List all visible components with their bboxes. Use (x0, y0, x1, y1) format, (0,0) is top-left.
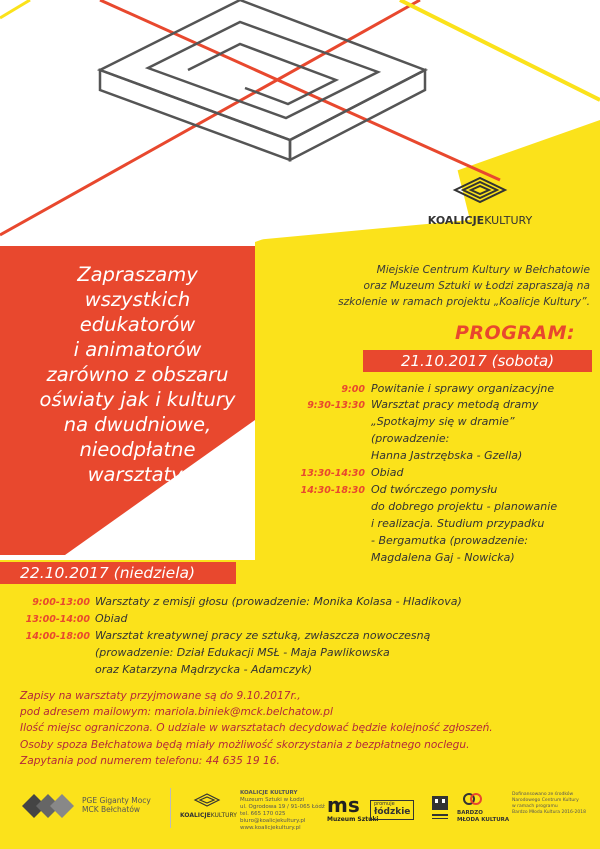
invitation-line: oświaty jak i kultury (39, 388, 236, 411)
day1-schedule (265, 381, 595, 571)
invitation-line: warsztaty. (87, 463, 188, 486)
bmk-text (457, 810, 509, 824)
note-line: Zapytania pod numerem telefonu: 44 635 19 16. (20, 754, 280, 767)
note-line: Zapisy na warsztaty przyjmowane są do 9.10.2017r., (20, 690, 301, 702)
pge-line: PGE Giganty Mocy (82, 796, 151, 805)
registration-notes (20, 688, 493, 769)
day2-label: 22.10.2017 (niedziela) (20, 564, 196, 582)
activity: (prowadzenie: (371, 432, 450, 445)
footer-divider (170, 788, 171, 828)
diagonal-red-line (100, 0, 500, 180)
diagonal-yellow-line-2 (400, 0, 600, 100)
time-label: 9:00 (341, 384, 365, 395)
fund-text (512, 792, 586, 816)
activity: Magdalena Gaj - Nowicka) (371, 551, 515, 564)
activity: Obiad (95, 612, 128, 625)
activity: Warsztat pracy metodą dramy (371, 398, 539, 411)
activity: oraz Katarzyna Mądrzycka - Adamczyk) (95, 663, 312, 676)
day1-label: 21.10.2017 (sobota) (400, 352, 555, 370)
note-line: Ilość miejsc ograniczona. O udziale w warsztatach decydować będzie kolejność zgłoszeń. (20, 722, 493, 735)
time-label: 13:00-14:00 (25, 614, 90, 625)
invitation-line: nieodpłatne (79, 438, 196, 461)
activity: Warsztaty z emisji głosu (prowadzenie: Monika Kolasa - Hladikova) (95, 595, 462, 608)
program-title: PROGRAM: (455, 322, 576, 344)
koalicje-contact (240, 790, 325, 832)
activity: Powitanie i sprawy organizacyjne (371, 382, 555, 395)
activity: (prowadzenie: Dział Edukacji MSŁ - Maja Pawlikowska (95, 646, 390, 659)
contact-line: ul. Ogrodowa 19 / 91-065 Łódź (240, 804, 325, 810)
time-label: 14:30-18:30 (300, 485, 365, 496)
activity: Obiad (371, 466, 404, 479)
koalicje-small-icon (192, 790, 222, 810)
invitation-line: Zapraszamy (77, 263, 198, 286)
koalicje-small-light: KULTURY (210, 812, 237, 819)
bmk-icon (462, 790, 482, 808)
contact-line: www.koalicjekultury.pl (240, 825, 301, 831)
contact-line: KOALICJE KULTURY (240, 790, 298, 796)
day1-bar (363, 350, 592, 372)
time-label: 13:30-14:30 (300, 468, 365, 479)
activity: do dobrego projektu - planowanie (371, 500, 558, 513)
bmk-line: BARDZO (457, 810, 483, 816)
intro-line: Miejskie Centrum Kultury w Bełchatowie (376, 264, 590, 276)
activity: Hanna Jastrzębska - Gzella) (371, 449, 523, 462)
activity: - Bergamutka (prowadzenie: (371, 534, 528, 547)
contact-line: Muzeum Sztuki w Łodzi (240, 797, 305, 803)
fund-line: w ramach programu (512, 804, 558, 809)
time-label: 9:30-13:30 (307, 400, 365, 411)
diagonal-yellow-line (0, 0, 30, 18)
intro-line: szkolenie w ramach projektu „Koalicje Kultury”. (338, 296, 590, 308)
lodzkie-text: łódzkie (374, 807, 411, 817)
day2-schedule (0, 594, 600, 684)
note-line: pod adresem mailowym: mariola.biniek@mck.belchatow.pl (20, 706, 333, 719)
invitation-line: zarówno z obszaru (46, 363, 229, 386)
fund-line: Bardzo Młoda Kultura 2016-2018 (512, 810, 586, 815)
logo-bold: KOALICJE (427, 214, 485, 227)
logo-light: KULTURY (484, 214, 533, 227)
bmk-line: MŁODA KULTURA (457, 817, 510, 823)
invitation-line: edukatorów (79, 313, 196, 336)
intro-line: oraz Muzeum Sztuki w Łodzi zapraszają na (363, 280, 590, 292)
time-label: 9:00-13:00 (32, 597, 90, 608)
pge-text (82, 796, 151, 814)
fund-line: Narodowego Centrum Kultury (512, 798, 579, 803)
lodzkie-logo (370, 800, 414, 820)
activity: Warsztat kreatywnej pracy ze sztuką, zwłaszcza nowoczesną (95, 629, 431, 642)
invitation-line: na dwudniowe, (63, 413, 212, 436)
time-label: 14:00-18:00 (25, 631, 90, 642)
ms-sub: Muzeum Sztuki (327, 816, 379, 823)
koalicje-logo-icon (415, 170, 545, 212)
invitation-text (20, 262, 255, 487)
activity: „Spotkajmy się w dramie” (371, 415, 515, 428)
intro-text (308, 262, 590, 310)
footer (0, 780, 600, 840)
activity: Od twórczego pomysłu (371, 483, 498, 496)
ms-logo: ms (327, 793, 360, 817)
crest-icon (430, 794, 450, 822)
invitation-line: wszystkich (84, 288, 191, 311)
koalicje-small-text (180, 812, 237, 819)
lodzkie-top: promuje (374, 801, 395, 807)
contact-line: biuro@koalicjekultury.pl (240, 818, 306, 824)
day2-bar (0, 562, 236, 584)
pge-logo-icon (22, 788, 74, 824)
note-line: Osoby spoza Bełchatowa będą miały możliwość skorzystania z bezpłatnego noclegu. (20, 738, 470, 751)
pge-line: MCK Bełchatów (82, 805, 141, 814)
contact-line: tel. 665 170 025 (240, 811, 286, 817)
koalicje-small-bold: KOALICJE (180, 812, 211, 819)
invitation-line: i animatorów (73, 338, 202, 361)
fund-line: Dofinansowano ze środków (512, 792, 574, 797)
activity: i realizacja. Studium przypadku (371, 517, 545, 530)
koalicje-logo (415, 170, 545, 230)
